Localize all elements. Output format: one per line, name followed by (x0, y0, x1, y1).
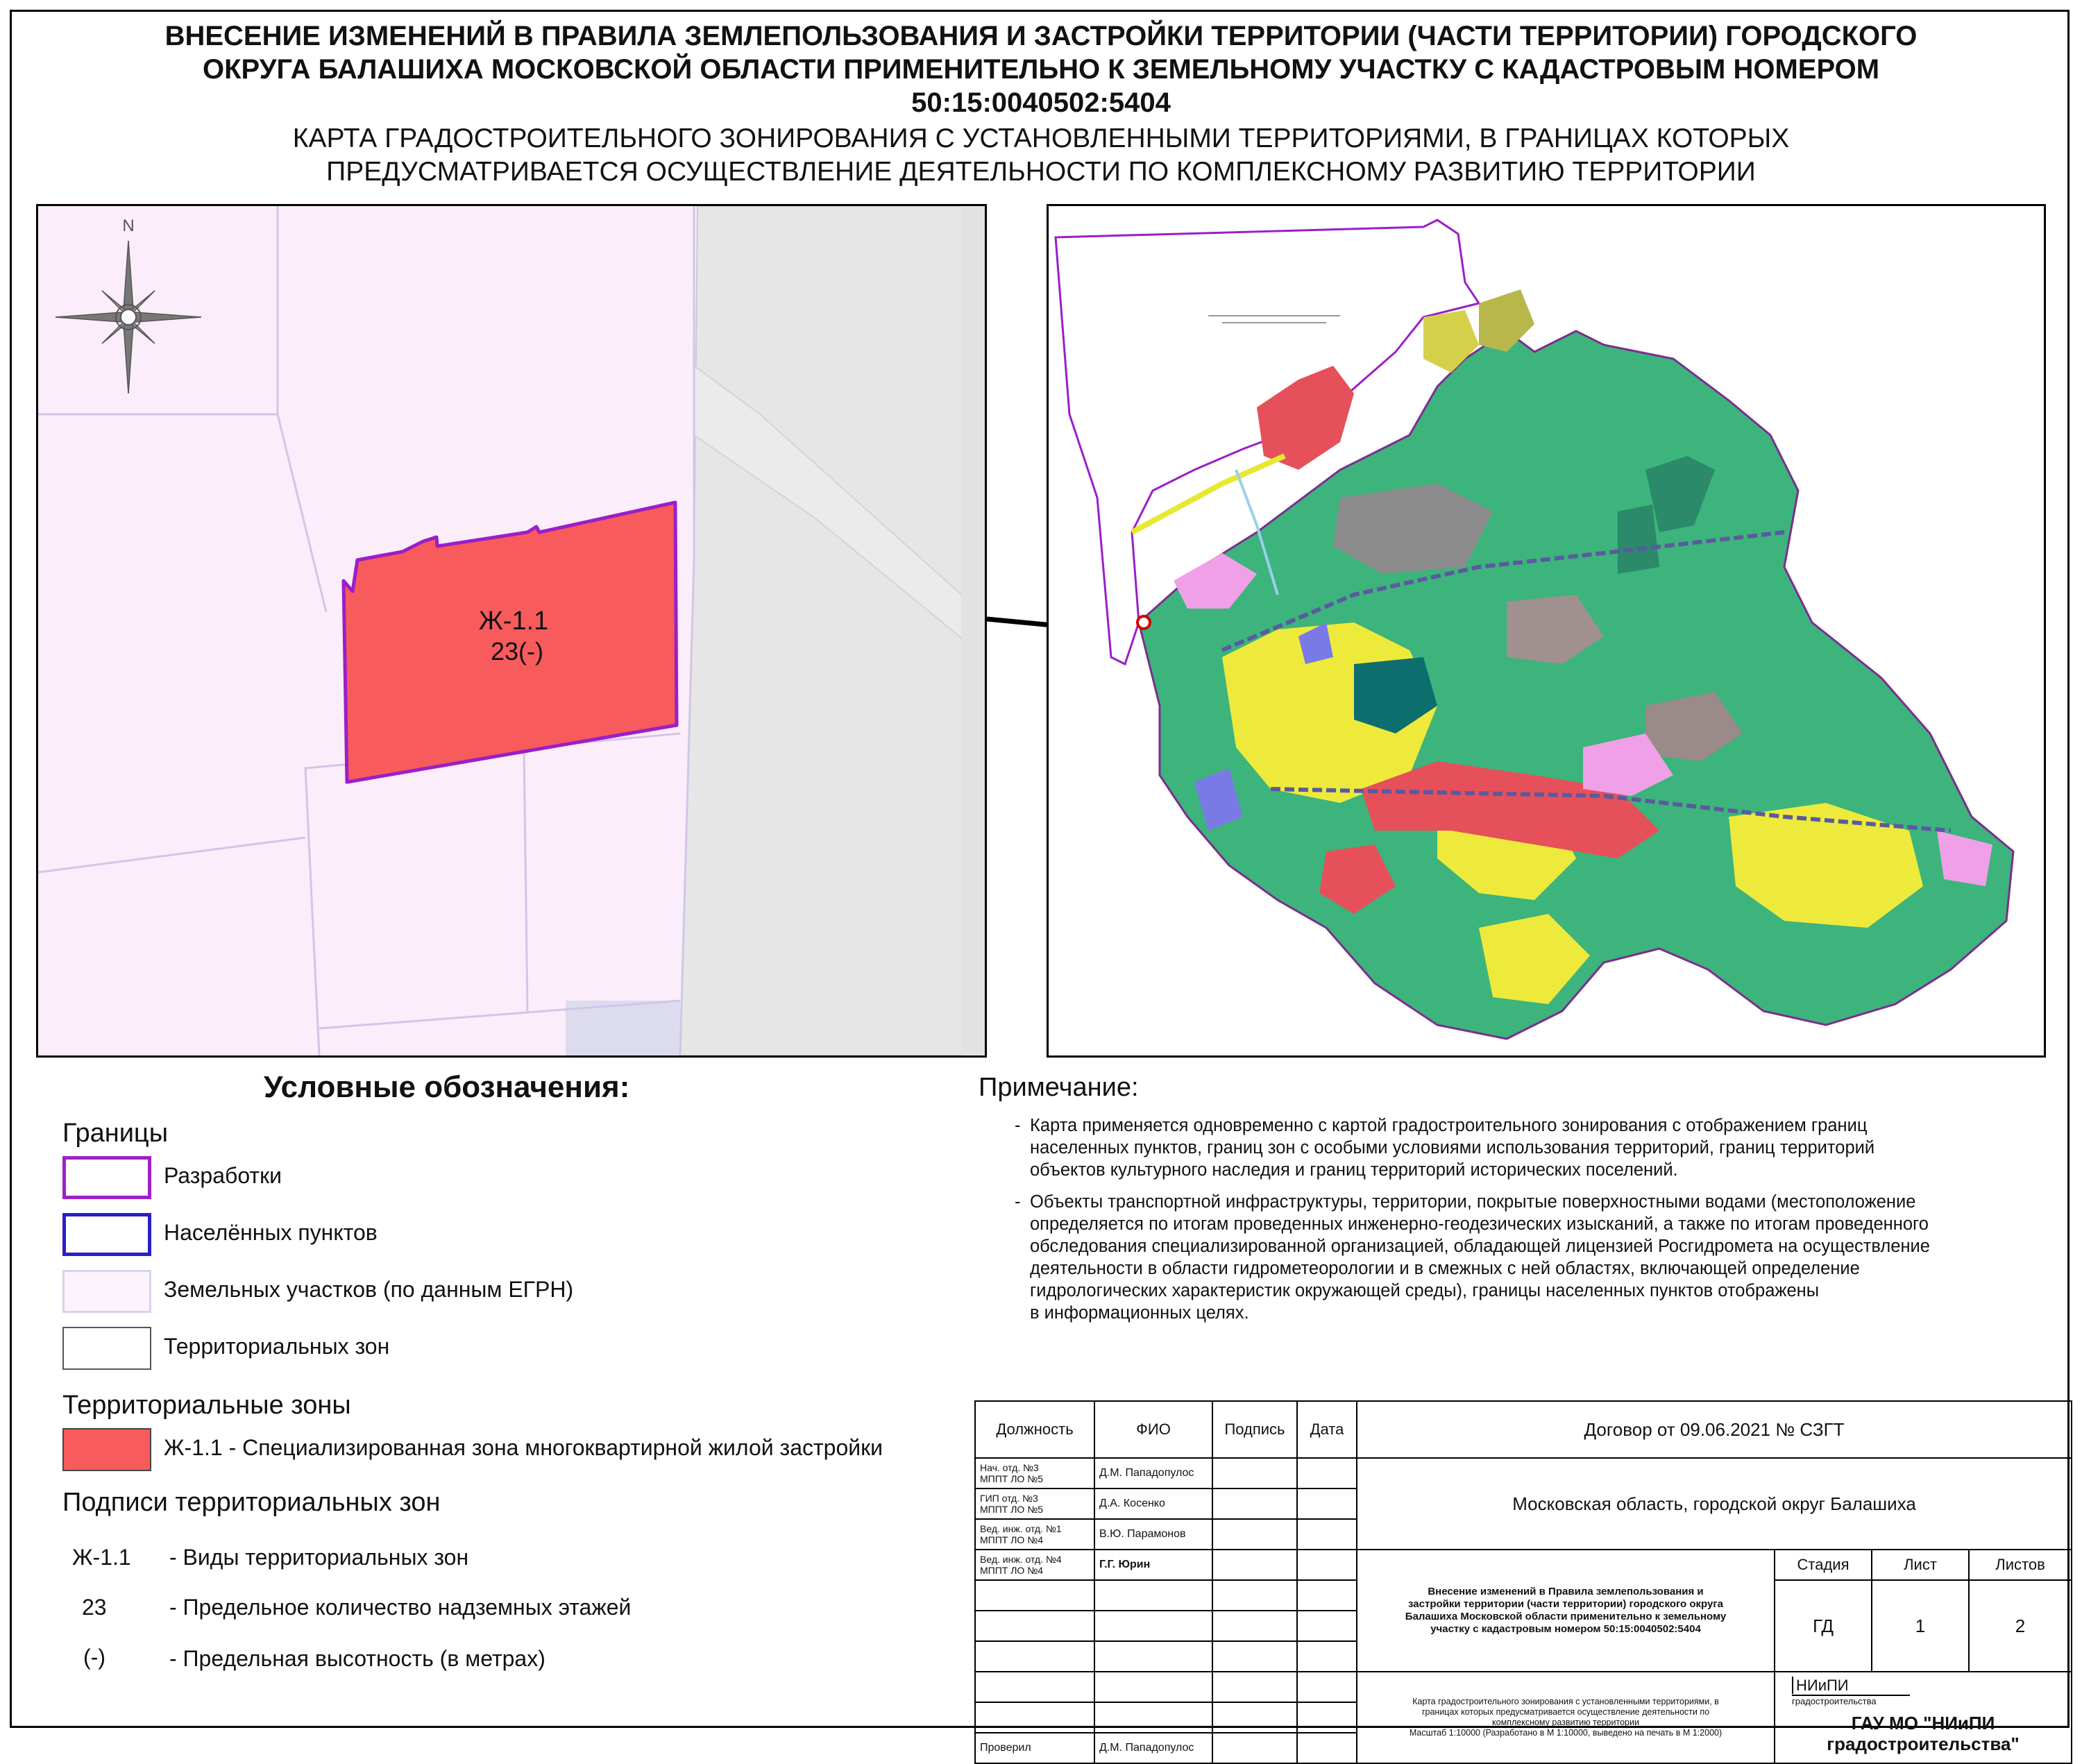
stamp-fio: Д.М. Пападопулос (1094, 1458, 1212, 1489)
stamp-position: Нач. отд. №3 МППТ ЛО №5 (975, 1458, 1094, 1489)
legend-label-development: Разработки (164, 1163, 282, 1188)
legend-zones-heading: Территориальные зоны (62, 1391, 351, 1420)
stamp-signature-cell (1212, 1489, 1297, 1519)
note-2-line: гидрологических характеристик окружающей среды), границы населенных пунктов отображены (1030, 1281, 1820, 1300)
stamp-description: Внесение изменений в Правила землепользования и застройки территории (части территории) городского округа Балашиха Московской области применительно к земельному участку с кадастровым номером 50:15:0040502:5404 (1357, 1550, 1775, 1672)
legend-label-settlements: Населённых пунктов (164, 1220, 378, 1245)
title-line-3: 50:15:0040502:5404 (911, 87, 1171, 118)
stamp-date-cell (1297, 1550, 1357, 1580)
title-line-2: ОКРУГА БАЛАШИХА МОСКОВСКОЙ ОБЛАСТИ ПРИМЕНИТЕЛЬНО К ЗЕМЕЛЬНОМУ УЧАСТКУ С КАДАСТРОВЫМ НОМЕРОМ (202, 54, 1880, 85)
caption-desc-floors: - Предельное количество надземных этажей (169, 1595, 632, 1620)
site-marker-icon (1137, 616, 1150, 629)
note-2-line: определяется по итогам проведенных инженерно-геодезических изысканий, а также по итогам проведенного (1030, 1214, 1929, 1234)
caption-code-zone-type: Ж-1.1 (72, 1545, 131, 1570)
stamp-header-position: Должность (975, 1401, 1094, 1458)
stamp-signature-cell (1212, 1550, 1297, 1580)
org-logo: НИиПИ градостроительства (1792, 1677, 1910, 1706)
subtitle-line-1: КАРТА ГРАДОСТРОИТЕЛЬНОГО ЗОНИРОВАНИЯ С УСТАНОВЛЕННЫМИ ТЕРРИТОРИЯМИ, В ГРАНИЦАХ КОТОРЫХ (292, 124, 1790, 153)
note-2-dash: - (1015, 1192, 1021, 1212)
stamp-sheet: 1 (1872, 1580, 1969, 1672)
stamp-checked-label: Проверил (975, 1733, 1094, 1763)
north-label: N (122, 217, 135, 235)
note-1-dash: - (1015, 1116, 1021, 1135)
legend-swatch-territorial-zones (62, 1327, 151, 1370)
subtitle-line-2: ПРЕДУСМАТРИВАЕТСЯ ОСУЩЕСТВЛЕНИЕ ДЕЯТЕЛЬНОСТИ ПО КОМПЛЕКСНОМУ РАЗВИТИЮ ТЕРРИТОРИИ (326, 157, 1756, 187)
stamp-header-sheet: Лист (1872, 1550, 1969, 1580)
zone-params-label: 23(-) (490, 637, 544, 665)
note-2-line: деятельности в области гидрометеорологии и в смежных с ней областях, включающей определение (1030, 1259, 1860, 1278)
note-1-line: населенных пунктов, границ зон с особыми условиями использования территорий, границ территорий (1030, 1138, 1875, 1157)
stamp-checked-fio: Д.М. Пападопулос (1094, 1733, 1212, 1763)
detail-map[interactable] (36, 204, 987, 1058)
notes-title: Примечание: (979, 1073, 1139, 1102)
caption-desc-zone-type: - Виды территориальных зон (169, 1545, 469, 1570)
stamp-header-date: Дата (1297, 1401, 1357, 1458)
stamp-header-signature: Подпись (1212, 1401, 1297, 1458)
title-block-stamp (974, 1400, 2072, 1764)
stamp-position: ГИП отд. №3 МППТ ЛО №5 (975, 1489, 1094, 1519)
note-2-line: обследования специализированной организацией, обладающей лицензией Росгидромета на осуществление (1030, 1237, 1930, 1256)
legend-title: Условные обозначения: (264, 1070, 630, 1104)
stamp-fio: Д.А. Косенко (1094, 1489, 1212, 1519)
stamp-position: Вед. инж. отд. №1 МППТ ЛО №4 (975, 1519, 1094, 1550)
stamp-date-cell (1297, 1519, 1357, 1550)
legend-label-territorial-zones: Территориальных зон (164, 1334, 390, 1359)
stamp-position: Вед. инж. отд. №4 МППТ ЛО №4 (975, 1550, 1094, 1580)
stamp-fio: В.Ю. Парамонов (1094, 1519, 1212, 1550)
stamp-signature-cell (1212, 1458, 1297, 1489)
sub-title (28, 122, 2054, 189)
legend-label-land-parcels: Земельных участков (по данным ЕГРН) (164, 1277, 574, 1302)
stamp-date-cell (1297, 1489, 1357, 1519)
legend-captions-heading: Подписи территориальных зон (62, 1488, 441, 1517)
main-title (28, 19, 2054, 119)
stamp-location: Московская область, городской округ Балашиха (1357, 1458, 2072, 1550)
legend-label-zh-1-1: Ж-1.1 - Специализированная зона многоквартирной жилой застройки (164, 1435, 883, 1460)
legend-swatch-land-parcels (62, 1270, 151, 1313)
stamp-fio: Г.Г. Юрин (1094, 1550, 1212, 1580)
caption-code-floors: 23 (82, 1595, 107, 1620)
stamp-sheets: 2 (1969, 1580, 2072, 1672)
legend-swatch-zh-1-1 (62, 1428, 151, 1471)
note-1-line: объектов культурного наследия и границ территорий исторических поселений. (1030, 1160, 1678, 1180)
note-2-line: Объекты транспортной инфраструктуры, территории, покрытые поверхностными водами (местоположение (1030, 1192, 1916, 1212)
note-2 (1030, 1191, 2071, 1324)
note-1-line: Карта применяется одновременно с картой градостроительного зонирования с отображением границ (1030, 1116, 1868, 1135)
caption-code-height: (-) (83, 1645, 105, 1670)
stamp-header-fio: ФИО (1094, 1401, 1212, 1458)
stamp-sheet-description: Карта градостроительного зонирования с установленными территориями, в границах которых предусматривается осуществление деятельности по комплексному развитию территории Масштаб 1:10000 (Разработано в М 1:10000, выведено на печать в М 1:2000) (1357, 1672, 1775, 1763)
title-line-1: ВНЕСЕНИЕ ИЗМЕНЕНИЙ В ПРАВИЛА ЗЕМЛЕПОЛЬЗОВАНИЯ И ЗАСТРОЙКИ ТЕРРИТОРИИ (ЧАСТИ ТЕРРИТОРИИ) ГОРОДСКОГО (164, 21, 1918, 51)
stamp-contract: Договор от 09.06.2021 № СЗГТ (1357, 1401, 2072, 1458)
overview-map[interactable] (1047, 204, 2046, 1058)
zone-code-label: Ж-1.1 (478, 607, 549, 636)
caption-desc-height: - Предельная высотность (в метрах) (169, 1646, 545, 1671)
legend-boundaries-heading: Границы (62, 1119, 168, 1148)
legend-swatch-development (62, 1156, 151, 1199)
stamp-header-stage: Стадия (1775, 1550, 1872, 1580)
note-1 (1030, 1114, 2071, 1181)
stamp-organization: НИиПИ градостроительства ГАУ МО "НИиПИ градостроительства" (1775, 1672, 2072, 1763)
stamp-date-cell (1297, 1458, 1357, 1489)
stamp-stage: ГД (1775, 1580, 1872, 1672)
note-2-line: в информационных целях. (1030, 1303, 1249, 1323)
stamp-signature-cell (1212, 1519, 1297, 1550)
legend-swatch-settlements (62, 1213, 151, 1256)
stamp-header-sheets: Листов (1969, 1550, 2072, 1580)
